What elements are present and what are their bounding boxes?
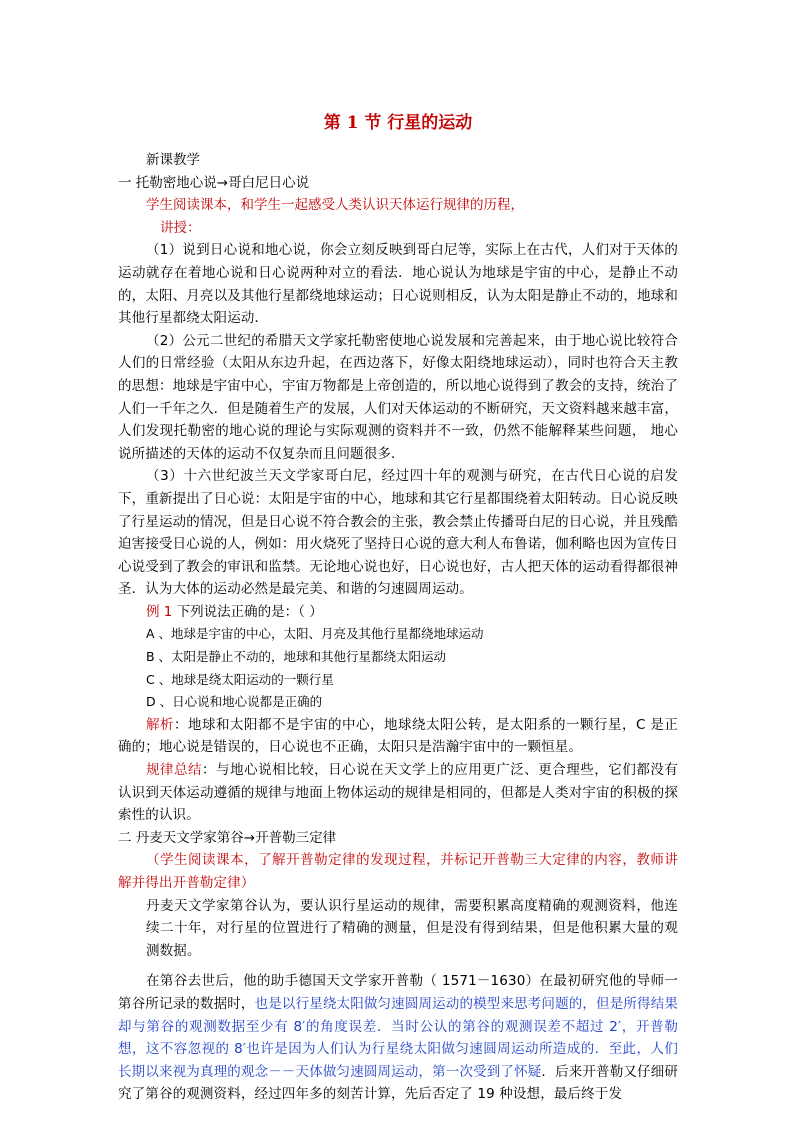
section-2-paragraph-1: 丹麦天文学家第谷认为，要认识行星运动的规律，需要积累高度精确的观测资料，他连续二十年，对行星的位置进行了精确的测量，但是没有得到结果，但是他积累大量的观测数据。 [146, 897, 678, 959]
section-2-heading: 二 丹麦天文学家第谷→开普勒三定律 [118, 829, 337, 846]
analysis-text: ：地球和太阳都不是宇宙的中心，地球绕太阳公转，是太阳系的一颗行星，C 是正确的；地心说是错误的，日心说也不正确，太阳只是浩瀚宇宙中的一颗恒星。 [118, 716, 678, 756]
example-label: 例 1 [146, 603, 173, 620]
summary-text: ：与地心说相比较，日心说在天文学上的应用更广泛、更合理些，它们都没有认识到天体运动遵循的规律与地面上物体运动的规律是相同的，但都是人类对宇宙的积极的探索性的认识。 [118, 762, 678, 824]
p2-part-b: 也是以行星绕太阳做匀速圆周运动的模型来思考问题的，但是所得结果却与第谷的观测数据至少有 8′的角度误差．当时公认的第谷的观测误差不超过 2′，开普勒想，这不容忽视的 8′也许是因为人们认为行星绕太阳做匀速圆周运动所造成的．至此，人们长期以来视为真理的观念－－天体做匀速圆周运动，第一次受到了怀疑 [118, 995, 679, 1080]
p2-part-c: ．后来开普勒又仔细研究了第谷的观测资料，经过四年多的刻苦计算，先后否定了 19 种设想，最后终于发 [118, 1063, 679, 1103]
analysis-label: 解析 [146, 716, 174, 733]
option-c: C 、地球是绕太阳运动的一颗行星 [146, 671, 334, 687]
page-title: 第 1 节 行星的运动 [323, 113, 473, 133]
paragraph-3: （3）十六世纪波兰天文学家哥白尼，经过四十年的观测与研究，在古代日心说的启发下，重新提出了日心说：太阳是宇宙的中心，地球和其它行星都围绕着太阳转动。日心说反映了行星运动的情况，但是日心说不符合教会的主张，教会禁止传播哥白尼的日心说，并且残酷迫害接受日心说的人，例如：用火烧死了坚持日心说的意大利人布鲁诺，伽利略也因为宣传日心说受到了教会的审讯和监禁。无论地心说也好，日心说也好，古人把天体的运动看得都很神圣．认为大体的运动必然是最完美、和谐的匀速圆周运动。 [118, 468, 678, 598]
section-2-instruction: （学生阅读课本，了解开普勒定律的发现过程，并标记开普勒三大定律的内容，教师讲解并得出开普勒定律） [118, 852, 678, 891]
option-a: A 、地球是宇宙的中心，太阳、月亮及其他行星都绕地球运动 [146, 626, 484, 642]
section-1-instruction: 学生阅读课本，和学生一起感受人类认识天体运行规律的历程， [146, 197, 524, 214]
summary [118, 759, 678, 827]
section-2-paragraph-2 [118, 970, 678, 1106]
summary-label: 规律总结 [146, 762, 203, 779]
teacher-label: 讲授： [160, 219, 201, 236]
document-page [118, 100, 678, 1106]
section-1-heading: 一 托勒密地心说→哥白尼日心说 [118, 174, 310, 191]
example-question [118, 601, 678, 624]
example-question-text: 下列说法正确的是：（ ） [172, 603, 323, 620]
option-b: B 、太阳是静止不动的，地球和其他行星都绕太阳运动 [146, 649, 447, 665]
option-d: D 、日心说和地心说都是正确的 [146, 694, 323, 710]
intro-label: 新课教学 [146, 152, 200, 168]
analysis [118, 714, 678, 759]
paragraph-2: （2）公元二世纪的希腊天文学家托勒密使地心说发展和完善起来，由于地心说比较符合人们的日常经验（太阳从东边升起，在西边落下，好像太阳绕地球运动），同时也符合天主教的思想：地球是宇宙中心，宇宙万物都是上帝创造的，所以地心说得到了教会的支持，统治了人们一千年之久．但是随着生产的发展，人们对天体运动的不断研究，天文资料越来越丰富，人们发现托勒密的地心说的理论与实际观测的资料并不一致，仍然不能解释某些问题， 地心说所描述的天体的运动不仅复杂而且问题很多． [118, 332, 678, 462]
p2-part-a: 在第谷去世后，他的助手德国天文学家开普勒（ 1571－1630）在最初研究他的导师一第谷所记录的数据时， [118, 973, 678, 1012]
paragraph-1: （1）说到日心说和地心说，你会立刻反映到哥白尼等，实际上在古代，人们对于天体的运动就存在着地心说和日心说两种对立的看法．地心说认为地球是宇宙的中心，是静止不动的，太阳、月亮以及其他行星都绕地球运动；日心说则相反，认为太阳是静止不动的，地球和其他行星都绕太阳运动． [118, 242, 678, 327]
